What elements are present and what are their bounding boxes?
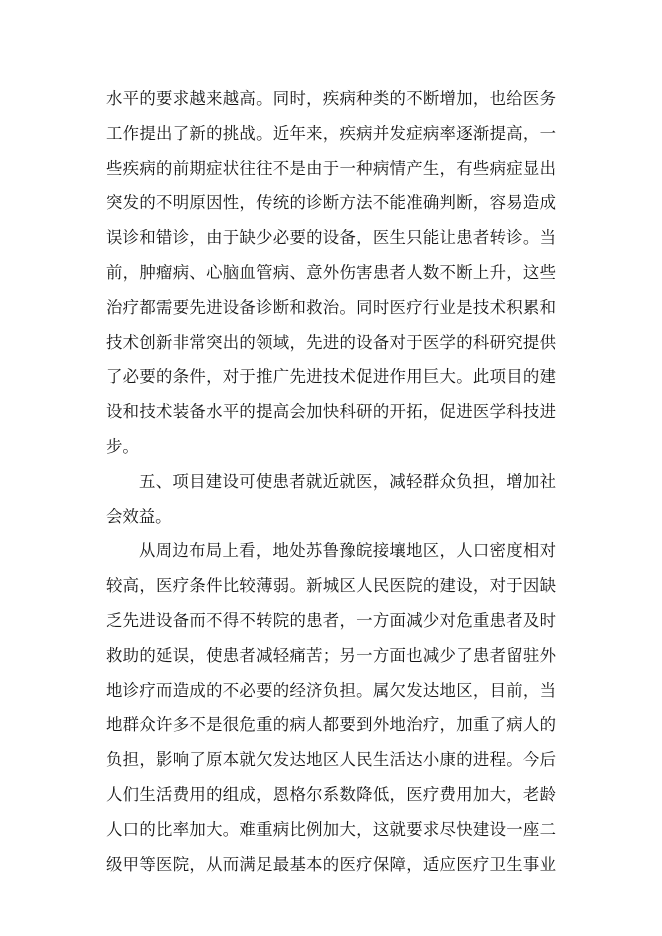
text-line: 前，肿瘤病、心脑血管病、意外伤害患者人数不断上升，这些	[106, 262, 556, 282]
text-line: 工作提出了新的挑战。近年来，疾病并发症病率逐渐提高，一	[106, 123, 556, 143]
text-line: 步。	[106, 436, 139, 456]
text-line: 地诊疗而造成的不必要的经济负担。属欠发达地区，目前，当	[106, 680, 556, 700]
text-line: 地群众许多不是很危重的病人都要到外地治疗，加重了病人的	[106, 715, 556, 735]
text-line: 治疗都需要先进设备诊断和救治。同时医疗行业是技术积累和	[106, 297, 556, 317]
text-line: 人们生活费用的组成，恩格尔系数降低，医疗费用加大，老龄	[106, 784, 556, 804]
text-line: 从周边布局上看，地处苏鲁豫皖接壤地区，人口密度相对	[139, 541, 556, 561]
text-line: 五、项目建设可使患者就近就医，减轻群众负担，增加社	[139, 471, 556, 491]
text-line: 设和技术装备水平的提高会加快科研的开拓，促进医学科技进	[106, 402, 556, 422]
text-line: 技术创新非常突出的领域，先进的设备对于医学的科研究提供	[106, 332, 556, 352]
paragraph-3	[106, 534, 556, 882]
text-line: 水平的要求越来越高。同时，疾病种类的不断增加，也给医务	[106, 89, 556, 108]
text-line: 乏先进设备而不得不转院的患者，一方面减少对危重患者及时	[106, 610, 556, 630]
paragraph-1	[106, 82, 556, 465]
text-line: 误诊和错诊，由于缺少必要的设备，医生只能让患者转诊。当	[106, 228, 556, 248]
text-line: 突发的不明原因性，传统的诊断方法不能准确判断，容易造成	[106, 193, 556, 213]
text-line: 人口的比率加大。难重病比例加大，这就要求尽快建设一座二	[106, 819, 556, 839]
text-line: 些疾病的前期症状往往不是由于一种病情产生，有些病症显出	[106, 158, 556, 178]
paragraph-2	[106, 465, 556, 535]
body-text	[106, 82, 556, 882]
text-line: 了必要的条件，对于推广先进技术促进作用巨大。此项目的建	[106, 367, 556, 387]
text-line: 较高，医疗条件比较薄弱。新城区人民医院的建设，对于因缺	[106, 576, 556, 596]
text-line: 级甲等医院，从而满足最基本的医疗保障，适应医疗卫生事业	[106, 854, 556, 874]
text-line: 会效益。	[106, 506, 172, 526]
text-line: 负担，影响了原本就欠发达地区人民生活达小康的进程。今后	[106, 750, 556, 770]
text-line: 救助的延误，使患者减轻痛苦；另一方面也减少了患者留驻外	[106, 645, 556, 665]
